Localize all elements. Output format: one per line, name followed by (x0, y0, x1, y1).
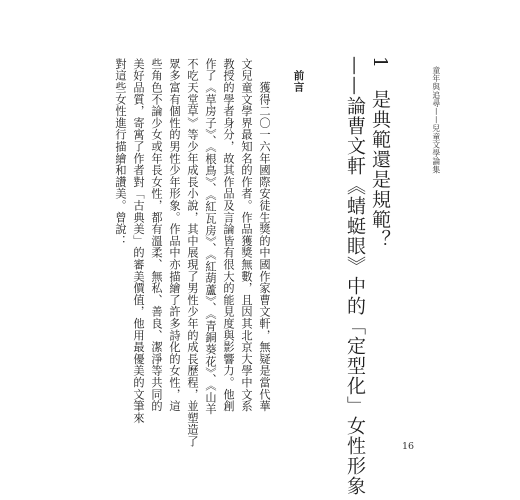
running-header: 童年與追尋——兒童文學論集 (431, 66, 441, 174)
body-column: 對這些女性進行描繪和讚美。曾說： (114, 58, 127, 247)
chapter-subtitle: ——論曹文軒《蜻蜓眼》中的「定型化」女性形象 (344, 56, 366, 496)
body-column: 美好品質，寄寓了作者對「古典美」的審美價值，他用最優美的文筆來 (132, 58, 145, 424)
body-column: 作了《草房子》、《根鳥》、《紅瓦房》、《紅葫蘆》、《青銅葵花》、《山羊 (204, 58, 217, 415)
body-column: 文兒童文學界最知名的作者。作品獲獎無數，且因其北京大學中文系 (240, 58, 253, 412)
body-column: 獲得二〇一六年國際安徒生獎的中國作家曹文軒，無疑是當代華 (258, 58, 271, 412)
section-heading: 前言 (292, 70, 305, 93)
body-column: 不吃天堂草》等少年成長小說，其中展現了男性少年的成長歷程，並塑造了 (186, 58, 199, 448)
body-column: 眾多富有個性的男性少年形象。作品中亦描繪了許多詩化的女性，這 (168, 58, 181, 412)
body-column: 些角色不論少女或年長女性，都有溫柔、無私、善良、潔淨等共同的 (150, 58, 163, 412)
chapter-title: 1 是典範還是規範？ (369, 56, 391, 250)
page-number: 16 (402, 441, 415, 452)
body-column: 教授的學者身分，故其作品及言論皆有很大的能見度與影響力。他創 (222, 58, 235, 412)
